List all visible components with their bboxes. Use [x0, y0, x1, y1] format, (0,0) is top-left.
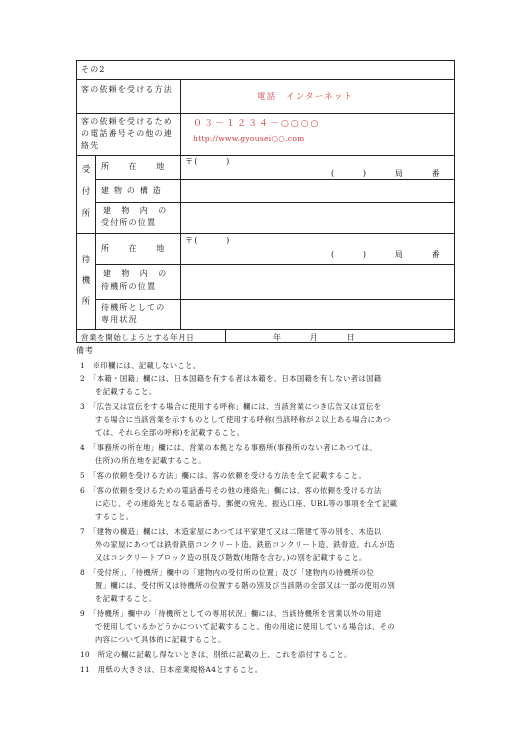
reception-location-label: 所 在 地: [101, 162, 166, 171]
start-date-value: 年 月 日: [273, 333, 356, 342]
note-line: に応じ、その連絡先となる電話番号、郵便の宛先、振込口座、URL等の事項を全て記載: [95, 499, 398, 508]
note-line: する場合に当該営業を示すものとして使用する呼称(当該呼称が２以上ある場合にあつ: [95, 415, 391, 424]
note-line: 5 「客の依頼を受ける方法」欄には、客の依頼を受ける方法を全て記載すること。: [80, 471, 367, 480]
column-divider: [95, 155, 96, 329]
row-divider: [95, 299, 454, 300]
note-line: 1 ※印欄には、記載しないこと。: [80, 361, 201, 370]
column-divider: [180, 155, 181, 329]
waiting-phone: ( ) 局 番: [331, 250, 441, 259]
waiting-position-label-2: 待機所の位置: [101, 282, 157, 291]
application-form-table: [76, 60, 455, 343]
note-line: ては、それら全部の呼称)を記載すること。: [95, 428, 245, 437]
note-line: 内容について具体的に記載すること。: [95, 635, 226, 644]
note-line: 3 「広告又は宣伝をする場合に使用する呼称」欄には、当該営業につき広告又は宣伝を: [80, 402, 382, 411]
note-line: 2 「本籍・国籍」欄には、日本国籍を有する者は本籍を、日本国籍を有しない者は国籍: [80, 374, 382, 383]
note-line: 9 「待機所」欄中の「待機所としての専用状況」欄には、当該待機所を営業以外の用途: [80, 609, 382, 618]
reception-side-label-2: 付: [81, 187, 91, 197]
start-date-label: 営業を開始しようとする年月日: [81, 333, 195, 342]
note-line: 4 「事務所の所在地」欄には、営業の本拠となる事務所(事務所のない者にあつては、: [80, 443, 378, 452]
note-line: 6 「客の依頼を受けるための電話番号その他の連絡先」欄には、客の依頼を受ける方法: [80, 486, 382, 495]
note-line: 外の家屋にあつては鉄骨鉄筋コンクリート造、鉄筋コンクリート造、鉄骨造、れんが造: [95, 540, 395, 549]
note-line: を記載すること。: [95, 594, 157, 603]
row-divider: [77, 79, 454, 80]
waiting-side-label-3: 所: [81, 297, 91, 307]
notes-heading: 備考: [76, 346, 94, 355]
row-divider: [95, 202, 454, 203]
note-line: 住所)の所在地を記載すること。: [95, 456, 207, 465]
method-label: 客の依頼を受ける方法: [81, 85, 173, 94]
waiting-side-label-2: 機: [81, 276, 91, 286]
row-divider: [77, 329, 454, 330]
note-line: で使用しているかどうかについて記載すること。他の用途に使用している場合は、その: [95, 622, 396, 631]
row-divider: [77, 233, 454, 234]
contact-phone: ０３－１２３４－○○○○: [193, 119, 321, 129]
reception-side-label-3: 所: [81, 209, 91, 219]
row-divider: [95, 264, 454, 265]
reception-structure-label: 建 物 の 構 造: [101, 186, 162, 195]
form-part-title: その2: [81, 65, 106, 74]
contact-url: http://www.gyousei○○.com: [193, 134, 305, 143]
column-divider: [225, 329, 226, 343]
waiting-exclusive-label-2: 専用状況: [101, 315, 138, 324]
contact-label: 客の依頼を受けるための電話番号その他の連絡先: [81, 117, 173, 150]
waiting-side-label-1: 待: [81, 255, 91, 265]
note-line: 7 「建物の構造」欄には、木造家屋にあつては平家建て又は二階建て等の別を、木造以: [80, 527, 382, 536]
column-divider: [180, 79, 181, 156]
row-divider: [77, 155, 454, 156]
waiting-position-label-1: 建 物 内 の: [103, 269, 168, 278]
note-line: 又はコンクリートブロック造の別及び階数(地階を含む。)の別を記載すること。: [95, 553, 367, 562]
waiting-postal: 〒( ): [185, 236, 231, 245]
reception-phone: ( ) 局 番: [331, 169, 441, 178]
row-divider: [77, 113, 454, 114]
reception-position-label-2: 受付所の位置: [101, 218, 157, 227]
waiting-exclusive-label-1: 待機所としての: [101, 303, 166, 312]
note-line: 8 「受付所」、「待機所」欄中の「建物内の受付所の位置」及び「建物内の待機所の位: [80, 568, 375, 577]
waiting-location-label: 所 在 地: [101, 244, 166, 253]
note-line: すること。: [95, 512, 134, 521]
note-line: 10 所定の欄に記載し得ないときは、別紙に記載の上、これを添付すること。: [80, 650, 352, 659]
reception-side-label-1: 受: [81, 165, 91, 175]
note-line: 置」欄には、受付所又は待機所の位置する階の別及び当該階の全部又は一部の使用の別: [95, 581, 396, 590]
method-value: 電話 インターネット: [257, 92, 354, 102]
note-line: を記載すること。: [95, 387, 157, 396]
reception-postal: 〒( ): [185, 157, 231, 166]
reception-position-label-1: 建 物 内 の: [103, 206, 168, 215]
note-line: 11 用紙の大きさは、日本産業規格A4とすること。: [80, 665, 263, 674]
